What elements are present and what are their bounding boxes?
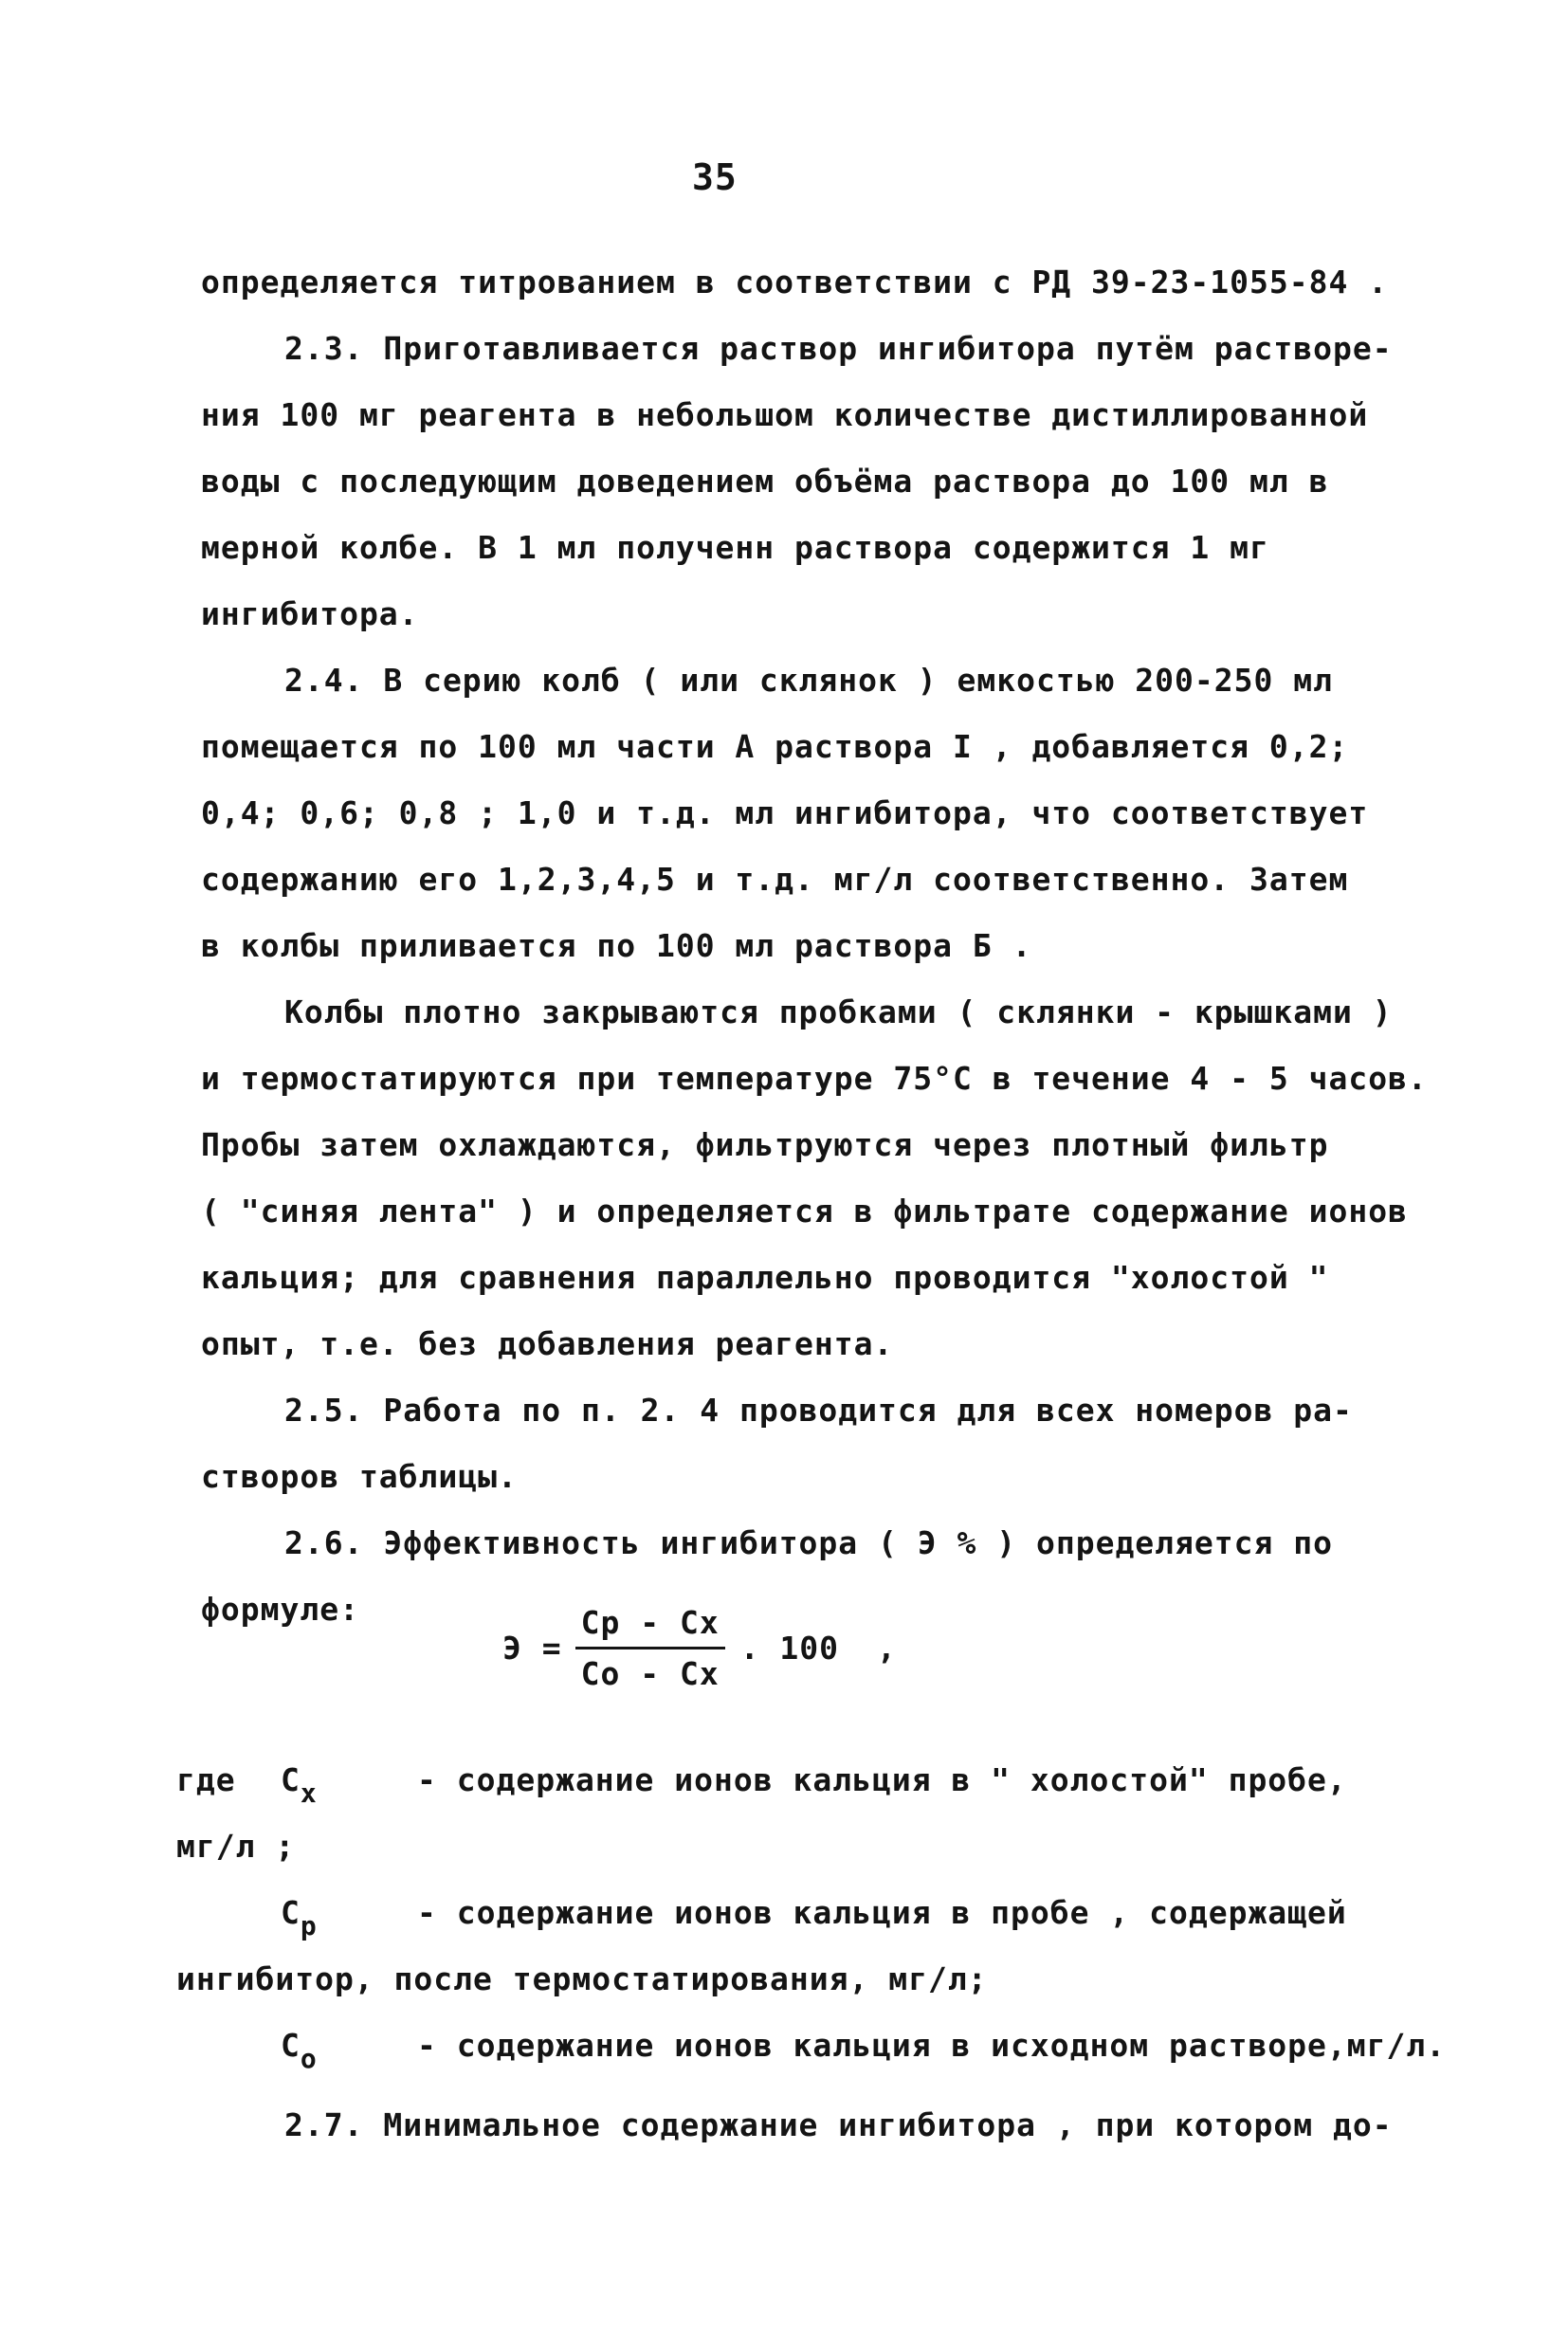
text-line: ния 100 мг реагента в небольшом количестве дистиллированной [201, 396, 1369, 433]
paragraph-2-7-line: 2.7. Минимальное содержание ингибитора , при котором до- [284, 2106, 1393, 2143]
definition-continuation: ингибитор, после термостатирования, мг/л; [176, 1960, 988, 1997]
formula-trail: , [877, 1630, 897, 1667]
text-line: помещается по 100 мл части А раствора I , добавляется 0,2; [201, 728, 1349, 765]
paragraph-2-5-line: 2.5. Работа по п. 2. 4 проводится для всех номеров ра- [284, 1392, 1353, 1429]
paragraph-2-4-line: 2.4. В серию колб ( или склянок ) емкостью 200-250 мл [284, 662, 1333, 699]
formula-denominator: Cо - Cх [580, 1655, 720, 1692]
text-line: Пробы затем охлаждаются, фильтруются через плотный фильтр [201, 1126, 1329, 1163]
text-line: ингибитора. [201, 595, 419, 632]
text-line: определяется титрованием в соответствии с РД 39-23-1055-84 . [201, 264, 1389, 301]
symbol-letter: C [281, 1894, 301, 1931]
definition-symbol [281, 1894, 318, 1941]
paragraph-flasks-line: Колбы плотно закрываются пробками ( склянки - крышками ) [284, 993, 1393, 1030]
paragraph-2-3-line: 2.3. Приготавливается раствор ингибитора путём растворе- [284, 330, 1393, 367]
symbol-letter: C [281, 2027, 301, 2064]
definition-lead: где [176, 1761, 236, 1798]
symbol-subscript: х [300, 1777, 318, 1809]
symbol-subscript: р [300, 1910, 318, 1941]
definition-text: - содержание ионов кальция в пробе , содержащей [417, 1894, 1347, 1931]
text-line: формуле: [201, 1591, 359, 1628]
definition-symbol [281, 2027, 318, 2074]
text-line: створов таблицы. [201, 1458, 518, 1495]
definition-text: - содержание ионов кальция в " холостой" пробе, [417, 1761, 1347, 1798]
text-line: кальция; для сравнения параллельно проводится "холостой " [201, 1259, 1329, 1296]
formula-lhs: Э = [502, 1630, 562, 1667]
text-line: воды с последующим доведением объёма раствора до 100 мл в [201, 463, 1329, 500]
text-line: в колбы приливается по 100 мл раствора Б . [201, 927, 1032, 964]
page-number: 35 [692, 156, 738, 198]
definition-continuation: мг/л ; [176, 1828, 296, 1865]
symbol-subscript: о [300, 2043, 318, 2074]
formula-numerator: Cр - Cх [575, 1604, 725, 1649]
text-line: мерной колбе. В 1 мл полученн раствора содержится 1 мг [201, 529, 1269, 566]
text-line: 0,4; 0,6; 0,8 ; 1,0 и т.д. мл ингибитора, что соответствует [201, 794, 1369, 831]
text-line: ( "синяя лента" ) и определяется в фильтрате содержание ионов [201, 1193, 1408, 1230]
definition-text: - содержание ионов кальция в исходном растворе,мг/л. [417, 2027, 1447, 2064]
formula-fraction [575, 1604, 725, 1692]
paragraph-2-6-line: 2.6. Эффективность ингибитора ( Э % ) определяется по [284, 1524, 1333, 1561]
formula-multiplier: . 100 [739, 1630, 840, 1667]
symbol-letter: C [281, 1761, 301, 1798]
text-line: опыт, т.е. без добавления реагента. [201, 1325, 894, 1362]
efficiency-formula [502, 1604, 897, 1692]
definition-symbol [281, 1761, 318, 1809]
text-line: и термостатируются при температуре 75°С в течение 4 - 5 часов. [201, 1060, 1428, 1097]
text-line: содержанию его 1,2,3,4,5 и т.д. мг/л соответственно. Затем [201, 861, 1349, 898]
